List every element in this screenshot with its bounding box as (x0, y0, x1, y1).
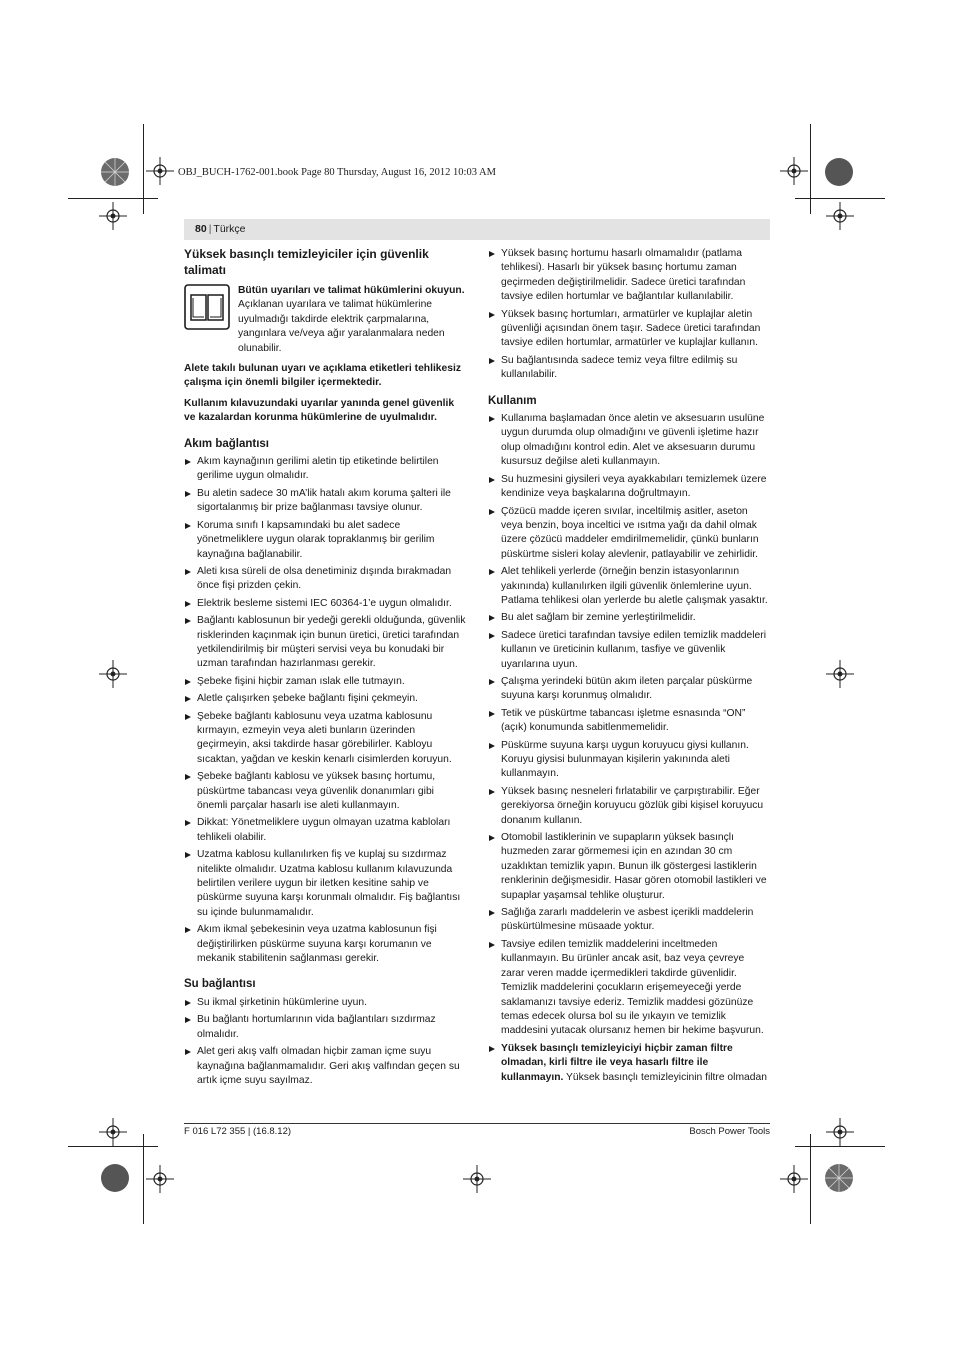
list-item: Dikkat: Yönetmeliklere uygun olmayan uzatma kabloları tehlikeli olabilir. (184, 816, 466, 845)
water-connection-list (184, 996, 466, 1088)
warning-labels-paragraph: Alete takılı bulunan uyarı ve açıklama etiketleri tehlikesiz çalışma için önemli bilgiler içermektedir. (184, 363, 461, 389)
usage-list (488, 412, 770, 1085)
page-header (184, 219, 770, 240)
list-item: Yüksek basınç nesneleri fırlatabilir ve çarpıştırabilir. Eğer gerekiyorsa örneğin koruyucu gözlük gibi kişisel koruyucu donanım kullanın. (488, 785, 770, 828)
list-item: Şebeke bağlantı kablosu ve yüksek basınç hortumu, püskürtme tabancası veya güvenlik donanımları gibi önemli parçalar hasarlı ise aleti kullanmayın. (184, 770, 466, 813)
list-item: Alet geri akış valfı olmadan hiçbir zaman içme suyu kaynağına bağlanmamalıdır. Geri akış valfından geçen su artık içme suyu sayılmaz. (184, 1045, 466, 1088)
list-item: Şebeke fişini hiçbir zaman ıslak elle tutmayın. (184, 675, 466, 689)
note-bold: Bütün uyarıları ve talimat hükümlerini okuyun. (238, 285, 465, 296)
list-item: Su bağlantısında sadece temiz veya filtre edilmiş su kullanılabilir. (488, 354, 770, 383)
crosshair-mark-icon (146, 157, 174, 185)
crosshair-mark-icon (826, 660, 854, 688)
list-item: Tetik ve püskürtme tabancası işletme esnasında “ON” (açık) konumunda sabitlenmemelidir. (488, 707, 770, 736)
list-item: Uzatma kablosu kullanılırken fiş ve kuplaj su sızdırmaz nitelikte olmalıdır. Uzatma kablosu kullanım kılavuzunda belirtilen verilere uygun bir iletken kesitine sahip ve püskürme suyuna karşı korunmalı olmalıdır. Fiş bağlantısı su içinde bulunmamalıdır. (184, 848, 466, 920)
footer-rule (184, 1123, 770, 1124)
section-title-water: Su bağlantısı (184, 978, 256, 991)
note-text: Açıklanan uyarılara ve talimat hükümlerine uyulmadığı takdirde elektrik çarpmalarına, yangınlara ve/veya ağır yaralanmalara neden olunabilir. (238, 299, 445, 354)
list-item: Alet tehlikeli yerlerde (örneğin benzin istasyonlarının yakınında) kullanılırken ilgili güvenlik önlemlerine uyun. Patlama tehlikesi olan yerlerde bu aletle çalışmak yasaktır. (488, 565, 770, 608)
crosshair-mark-icon (780, 157, 808, 185)
list-item: Şebeke bağlantı kablosunu veya uzatma kablosunu kırmayın, ezmeyin veya aleti bunların üzerinden geçirmeyin, aksi takdirde hasar görebilirler. Kabloyu sıcaktan, yağdan ve keskin kenarlı cisimlerden koruyun. (184, 710, 466, 768)
registration-mark-icon (824, 1163, 854, 1193)
list-item: Su ikmal şirketinin hükümlerine uyun. (184, 996, 466, 1010)
list-item: Çalışma yerindeki bütün akım ileten parçalar püskürme suyuna karşı korunmuş olmalıdır. (488, 675, 770, 704)
list-item: Elektrik besleme sistemi IEC 60364-1’e uygun olmalıdır. (184, 597, 466, 611)
power-connection-list (184, 455, 466, 966)
crosshair-mark-icon (146, 1165, 174, 1193)
registration-mark-icon (100, 1163, 130, 1193)
registration-mark-icon (100, 157, 130, 187)
general-safety-paragraph: Kullanım kılavuzundaki uyarılar yanında genel güvenlik ve kazalardan korunma hükümlerine de uyulmalıdır. (184, 397, 455, 424)
crosshair-mark-icon (99, 1118, 127, 1146)
crosshair-mark-icon (780, 1165, 808, 1193)
list-item: Yüksek basınç hortumları, armatürler ve kuplajlar aletin güvenliği açısından önem taşır. Sadece üretici tarafından tavsiye edilen hortumlar, armatürler ve kuplajlar kullanın. (488, 308, 770, 351)
list-item: Otomobil lastiklerinin ve supapların yüksek basınçlı huzmeden zarar görmemesi için en azından 30 cm uzaklıktan temizlik yapın. Bunun ilk göstergesi lastiklerin renklerinin değişmesidir. Hasar gören otomobil lastikleri ve supaplar yaşamsal tehlike oluşturur. (488, 831, 770, 903)
read-instructions-note (184, 284, 466, 356)
list-item: Akım kaynağının gerilimi aletin tip etiketinde belirtilen gerilime uygun olmalıdır. (184, 455, 466, 484)
list-item: Bağlantı kablosunun bir yedeği gerekli olduğunda, güvenlik risklerinden kaçınmak için bunun üretici, üretici tarafından yetkilendirilmiş bir müşteri servisi veya bu konudaki bir uzman tarafından hazırlanması gerekir. (184, 614, 466, 672)
crosshair-mark-icon (826, 202, 854, 230)
list-item: Püskürme suyuna karşı uygun koruyucu giysi kullanın. Koruyu giysisi bulunmayan kişilerin yakınında aleti kullanmayın. (488, 739, 770, 782)
list-item: Sağlığa zararlı maddelerin ve asbest içerikli maddelerin püskürtülmesine müsaade yoktur. (488, 906, 770, 935)
read-manual-icon (184, 284, 230, 330)
right-column (488, 247, 770, 1088)
list-item: Su huzmesini giysileri veya ayakkabıları temizlemek üzere kendinize veya başkalarına doğrultmayın. (488, 473, 770, 502)
list-item: Bu alet sağlam bir zemine yerleştirilmelidir. (488, 611, 770, 625)
list-item: Akım ikmal şebekesinin veya uzatma kablosunun fişi değiştirilirken püskürme suyuna karşı korumanın ve mekanik stabilitenin sağlanması gerekir. (184, 923, 466, 966)
list-item: Koruma sınıfı I kapsamındaki bu alet sadece yönetmeliklere uygun olarak topraklanmış bir gerilim kaynağına bağlanabilir. (184, 519, 466, 562)
list-item: Aletle çalışırken şebeke bağlantı fişini çekmeyin. (184, 692, 466, 706)
registration-mark-icon (824, 157, 854, 187)
list-item: Sadece üretici tarafından tavsiye edilen temizlik maddeleri kullanın ve üreticinin kullanım, tasfiye ve güvenlik uyarılarına uyun. (488, 629, 770, 672)
page-title: Yüksek basınçlı temizleyiciler için güvenlik talimatı (184, 247, 429, 277)
crosshair-mark-icon (99, 202, 127, 230)
page-number: 80 (195, 223, 207, 235)
crosshair-mark-icon (99, 660, 127, 688)
section-title-usage: Kullanım (488, 394, 537, 407)
crosshair-mark-icon (826, 1118, 854, 1146)
list-item: Yüksek basınçlı temizleyiciyi hiçbir zaman filtre olmadan, kirli filtre ile veya hasarlı filtre ile kullanmayın. Yüksek basınçlı temizleyicinin filtre olmadan (488, 1042, 770, 1085)
list-item: Kullanıma başlamadan önce aletin ve aksesuarın usulüne uygun durumda olup olmadığını ve güvenli işletime hazır olup olmadığını kontrol edin. Alet ve aksesuarın durumu kusursuz değilse aleti kullanmayın. (488, 412, 770, 470)
hose-list (488, 247, 770, 383)
list-item: Bu bağlantı hortumlarının vida bağlantıları sızdırmaz olmalıdır. (184, 1013, 466, 1042)
list-item: Yüksek basınç hortumu hasarlı olmamalıdır (patlama tehlikesi). Hasarlı bir yüksek basınç hortumu zaman geçirmeden değiştirilmelidir. Sadece üretici tarafından tavsiye edilen hortumlar ve bağlantılar kullanılabilir. (488, 247, 770, 305)
list-item: Bu aletin sadece 30 mA’lik hatalı akım koruma şalteri ile sigortalanmış bir prize bağlanması tavsiye olunur. (184, 487, 466, 516)
header-separator: | (208, 223, 212, 235)
header-language: Türkçe (213, 223, 246, 235)
crosshair-mark-icon (463, 1165, 491, 1193)
print-slug: OBJ_BUCH-1762-001.book Page 80 Thursday, August 16, 2012 10:03 AM (178, 167, 496, 178)
left-column (184, 247, 466, 1091)
footer-brand: Bosch Power Tools (689, 1126, 770, 1137)
section-title-power: Akım bağlantısı (184, 437, 269, 450)
list-item: Çözücü madde içeren sıvılar, inceltilmiş asitler, aseton veya benzin, boya inceltici ve ısıtma yağı da dahil olmak üzere çözücü maddeler emdirilmemelidir, çünkü bunların püskürtme sisleri kolay alevlenir, patlayabilir ve zehirlidir. (488, 505, 770, 563)
list-item: Tavsiye edilen temizlik maddelerini inceltmeden kullanmayın. Bu ürünler ancak asit, baz veya çevreye zarar veren madde içermedikleri takdirde güvenlidir. Temizlik maddelerini çocukların erişemeyeceği yerde saklamanızı tavsiye ederiz. Temizlik maddesi gözünüze temas edecek olursa bol su ile yıkayın ve temizlik maddesini yutacak olursanız hemen bir hekime başvurun. (488, 938, 770, 1039)
list-item: Aleti kısa süreli de olsa denetiminiz dışında bırakmadan önce fişi prizden çekin. (184, 565, 466, 594)
footer-document-code: F 016 L72 355 | (16.8.12) (184, 1126, 292, 1137)
